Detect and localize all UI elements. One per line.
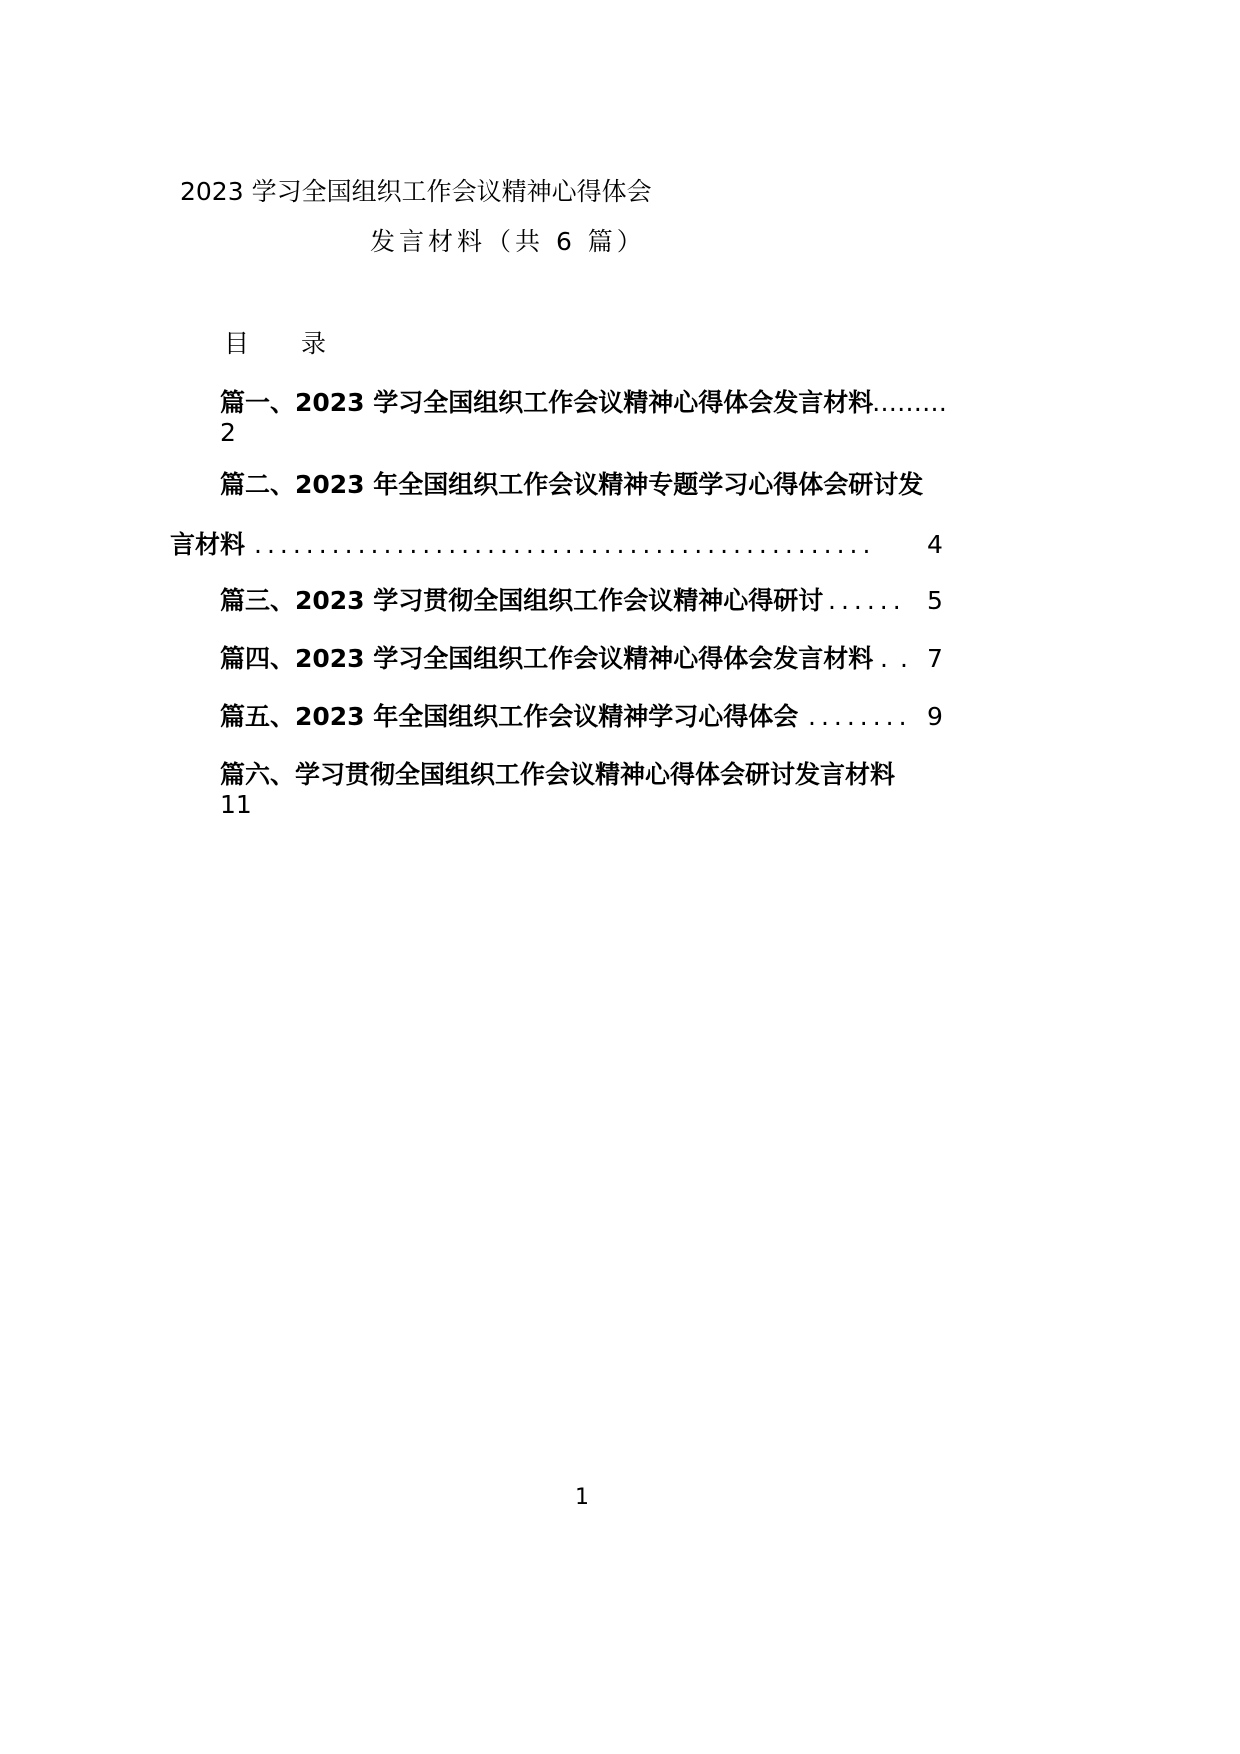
toc-entry-1-page[interactable]: 2 [220,418,236,447]
toc-entry-1-leader: ……… [872,388,947,417]
document-title-line1: 2023 学习全国组织工作会议精神心得体会 [180,177,652,206]
toc-entry-2-leader: ................................................ [254,530,876,559]
toc-entry-3-leader: ...... [828,586,906,615]
page-number: 1 [575,1485,589,1510]
toc-entry-4-leader: .. [880,644,920,673]
toc-entry-2-title-line1[interactable]: 篇二、2023 年全国组织工作会议精神专题学习心得体会研讨发 [220,470,924,499]
toc-entry-5-page[interactable]: 9 [927,702,943,731]
toc-entry-4-title[interactable]: 篇四、2023 学习全国组织工作会议精神心得体会发言材料 [220,644,874,673]
toc-heading: 目 录 [224,329,348,358]
toc-entry-5-leader: ........ [808,702,912,731]
toc-entry-3-title[interactable]: 篇三、2023 学习贯彻全国组织工作会议精神心得研讨 [220,586,824,615]
toc-entry-5-title[interactable]: 篇五、2023 年全国组织工作会议精神学习心得体会 [220,702,799,731]
toc-entry-6-title[interactable]: 篇六、学习贯彻全国组织工作会议精神心得体会研讨发言材料 [220,760,896,789]
document-title-line2: 发言材料（共 6 篇） [370,227,646,256]
toc-entry-2-page[interactable]: 4 [927,530,943,559]
toc-entry-4-page[interactable]: 7 [927,644,943,673]
toc-entry-2-title-line2[interactable]: 言材料 [170,530,246,559]
toc-entry-6-page[interactable]: 11 [220,790,252,819]
toc-entry-3-page[interactable]: 5 [927,586,943,615]
toc-entry-1-title[interactable]: 篇一、2023 学习全国组织工作会议精神心得体会发言材料 [220,388,874,417]
